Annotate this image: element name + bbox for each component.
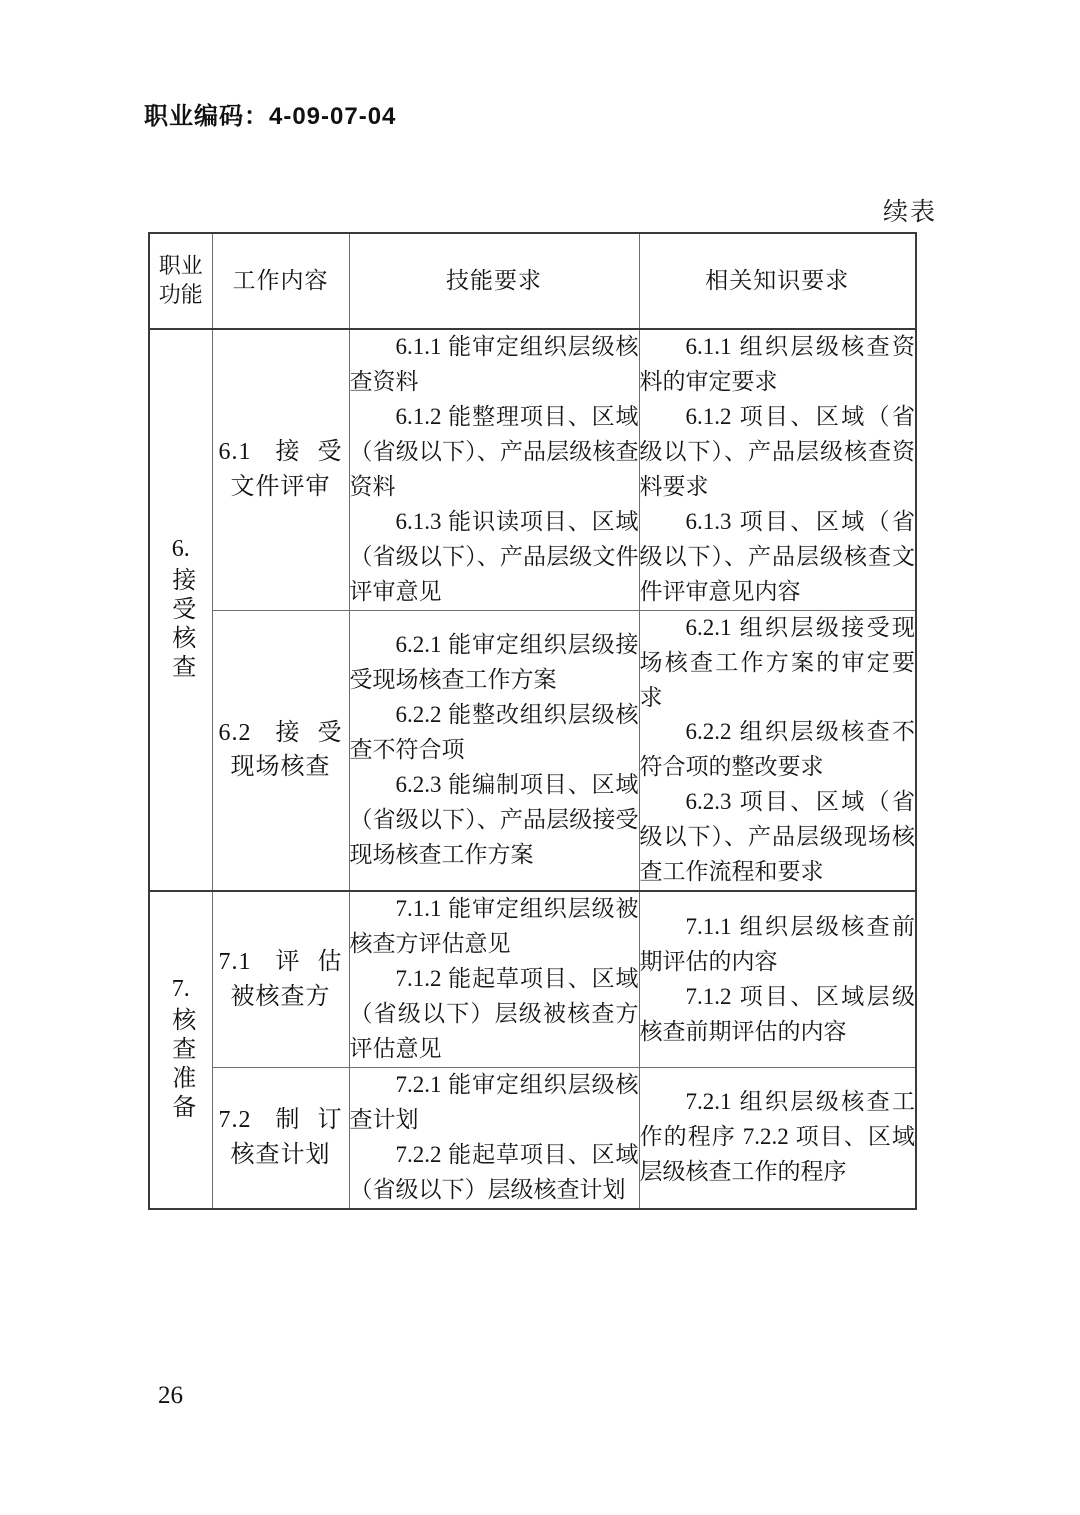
work-content-6-2-line1: 6.2 接受 bbox=[218, 719, 343, 746]
work-content-7-1 bbox=[212, 891, 349, 1067]
skill-item: 6.1.1 能审定组织层级核查资料 bbox=[349, 334, 639, 394]
section-label-7 bbox=[149, 891, 212, 1209]
skill-requirements-7-1 bbox=[349, 891, 639, 1067]
knowledge-item: 7.1.2 项目、区域层级核查前期评估的内容 bbox=[639, 983, 915, 1044]
skill-requirements-6-1 bbox=[349, 329, 639, 610]
work-content-6-1-line1: 6.1 接受 bbox=[218, 439, 343, 466]
table-header-row bbox=[149, 233, 916, 329]
header-work-content: 工作内容 bbox=[212, 233, 349, 329]
knowledge-item: 6.1.2 项目、区域（省级以下）、产品层级核查资料要求 bbox=[639, 403, 915, 499]
section-number-6: 6. bbox=[171, 536, 190, 563]
work-content-6-2 bbox=[212, 610, 349, 891]
knowledge-item: 7.2.1 组织层级核查工作的程序 7.2.2 项目、区域层级核查工作的程序 bbox=[639, 1089, 915, 1185]
work-content-7-2 bbox=[212, 1068, 349, 1209]
work-content-7-1-line2: 被核查方 bbox=[230, 983, 331, 1010]
work-content-7-1-line1: 7.1 评估 bbox=[218, 948, 343, 975]
section-number-7: 7. bbox=[171, 976, 190, 1003]
knowledge-requirements-7-2 bbox=[639, 1068, 916, 1209]
knowledge-requirements-6-1 bbox=[639, 329, 916, 610]
knowledge-requirements-6-2 bbox=[639, 610, 916, 891]
header-skill-requirements: 技能要求 bbox=[349, 233, 639, 329]
skill-item: 6.1.2 能整理项目、区域（省级以下）、产品层级核查资料 bbox=[349, 403, 639, 499]
table-row bbox=[149, 329, 916, 610]
table-row bbox=[149, 1068, 916, 1209]
work-content-7-2-line2: 核查计划 bbox=[230, 1141, 331, 1168]
knowledge-item: 6.2.2 组织层级核查不符合项的整改要求 bbox=[639, 719, 915, 780]
section-name-7: 核查准备 bbox=[167, 1007, 194, 1124]
knowledge-requirements-7-1 bbox=[639, 891, 916, 1067]
section-label-6 bbox=[149, 329, 212, 891]
work-content-6-1 bbox=[212, 329, 349, 610]
work-content-6-2-line2: 现场核查 bbox=[230, 754, 331, 781]
work-content-6-1-line2: 文件评审 bbox=[230, 473, 331, 500]
skill-item: 6.2.3 能编制项目、区域（省级以下）、产品层级接受现场核查工作方案 bbox=[349, 771, 639, 867]
running-head: 职业编码：4-09-07-04 bbox=[144, 103, 397, 130]
skill-item: 6.2.1 能审定组织层级接受现场核查工作方案 bbox=[349, 632, 639, 693]
work-content-7-2-line1: 7.2 制订 bbox=[218, 1107, 343, 1134]
table-row bbox=[149, 610, 916, 891]
occupational-skills-table bbox=[148, 232, 917, 1210]
knowledge-item: 6.2.1 组织层级接受现场核查工作方案的审定要求 bbox=[639, 614, 915, 710]
page-number: 26 bbox=[158, 1382, 183, 1409]
skill-item: 7.2.2 能起草项目、区域（省级以下）层级核查计划 bbox=[349, 1141, 639, 1202]
header-occupational-function bbox=[149, 233, 212, 329]
header-occupational-function-line1: 职业 bbox=[158, 253, 203, 279]
knowledge-item: 6.2.3 项目、区域（省级以下）、产品层级现场核查工作流程和要求 bbox=[639, 789, 915, 885]
knowledge-item: 7.1.1 组织层级核查前期评估的内容 bbox=[639, 913, 915, 974]
table-row bbox=[149, 891, 916, 1067]
skill-item: 6.2.2 能整改组织层级核查不符合项 bbox=[349, 702, 639, 762]
header-occupational-function-line2: 功能 bbox=[158, 282, 203, 307]
skill-item: 6.1.3 能识读项目、区域（省级以下）、产品层级文件评审意见 bbox=[349, 508, 639, 604]
skill-item: 7.2.1 能审定组织层级核查计划 bbox=[349, 1072, 639, 1132]
section-name-6: 接受核查 bbox=[167, 567, 194, 684]
knowledge-item: 6.1.1 组织层级核查资料的审定要求 bbox=[639, 334, 915, 394]
skill-requirements-7-2 bbox=[349, 1068, 639, 1209]
knowledge-item: 6.1.3 项目、区域（省级以下）、产品层级核查文件评审意见内容 bbox=[639, 508, 915, 604]
skill-item: 7.1.2 能起草项目、区域（省级以下）层级被核查方评估意见 bbox=[349, 966, 639, 1062]
header-knowledge-requirements: 相关知识要求 bbox=[639, 233, 916, 329]
skill-item: 7.1.1 能审定组织层级被核查方评估意见 bbox=[349, 896, 639, 957]
skill-requirements-6-2 bbox=[349, 610, 639, 891]
table-continuation-label: 续表 bbox=[882, 199, 937, 226]
